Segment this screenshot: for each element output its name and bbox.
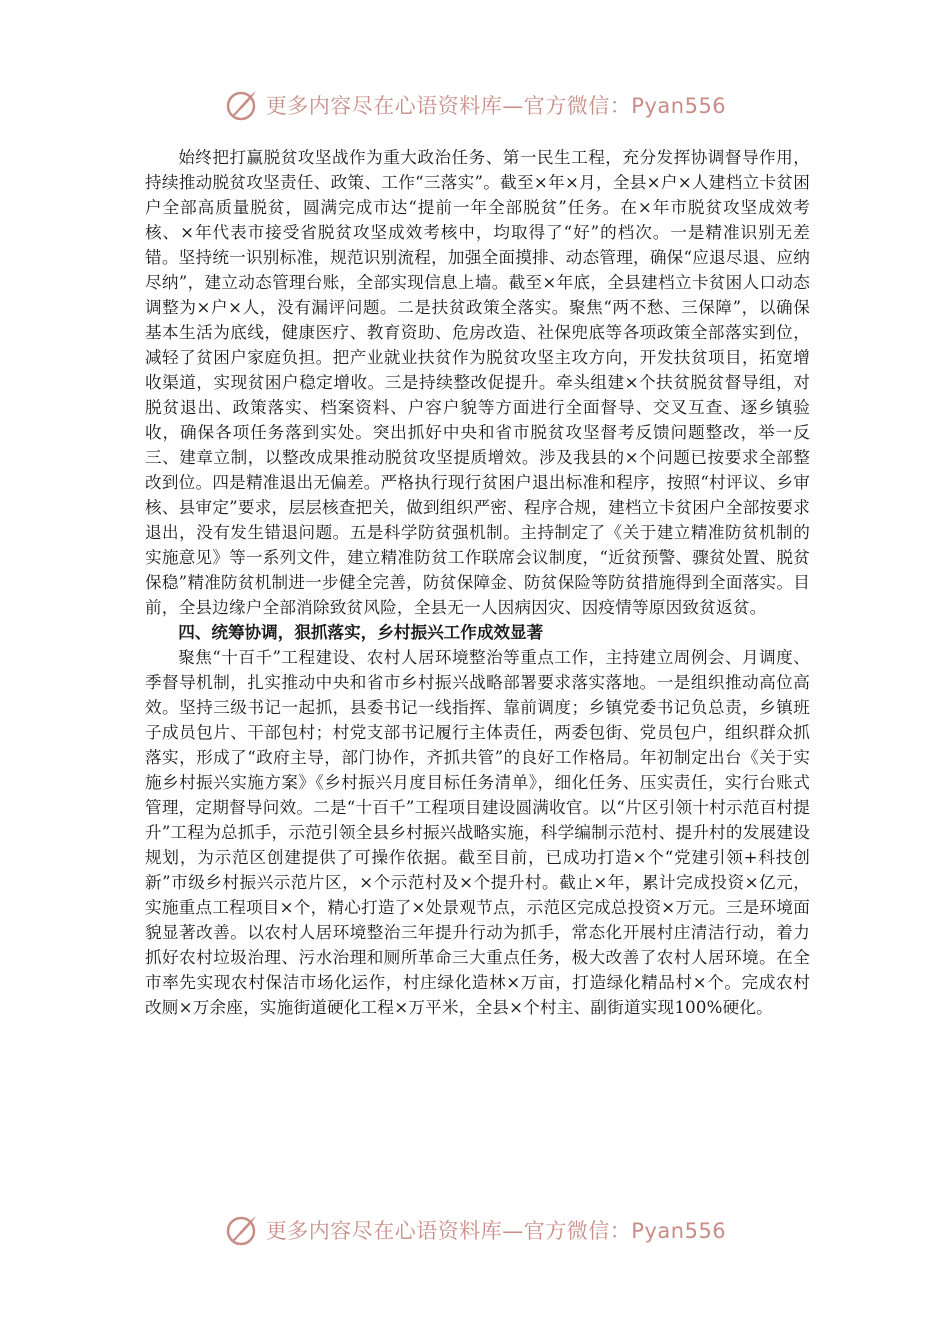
document-body xyxy=(145,145,810,1020)
header-watermark-banner xyxy=(0,85,950,125)
body-paragraph: 始终把打赢脱贫攻坚战作为重大政治任务、第一民生工程，充分发挥协调督导作用，持续推动脱贫攻坚责任、政策、工作“三落实”。截至×年×月，全县×户×人建档立卡贫困户全部高质量脱贫，圆满完成市达“提前一年全部脱贫”任务。在×年市脱贫攻坚成效考核、×年代表市接受省脱贫攻坚成效考核中，均取得了“好”的档次。一是精准识别无差错。坚持统一识别标准，规范识别流程，加强全面摸排、动态管理，确保“应退尽退、应纳尽纳”，建立动态管理台账，全部实现信息上墙。截至×年底，全县建档立卡贫困人口动态调整为×户×人，没有漏评问题。二是扶贫政策全落实。聚焦“两不愁、三保障”，以确保基本生活为底线，健康医疗、教育资助、危房改造、社保兜底等各项政策全部落实到位，减轻了贫困户家庭负担。把产业就业扶贫作为脱贫攻坚主攻方向，开发扶贫项目，拓宽增收渠道，实现贫困户稳定增收。三是持续整改促提升。牵头组建×个扶贫脱贫督导组，对脱贫退出、政策落实、档案资料、户容户貌等方面进行全面督导、交叉互查、逐乡镇验收，确保各项任务落到实处。突出抓好中央和省市脱贫攻坚督考反馈问题整改，举一反三、建章立制，以整改成果推动脱贫攻坚提质增效。涉及我县的×个问题已按要求全部整改到位。四是精准退出无偏差。严格执行现行贫困户退出标准和程序，按照“村评议、乡审核、县审定”要求，层层核查把关，做到组织严密、程序合规，建档立卡贫困户全部按要求退出，没有发生错退问题。五是科学防贫强机制。主持制定了《关于建立精准防贫机制的实施意见》等一系列文件，建立精准防贫工作联席会议制度，“近贫预警、骤贫处置、脱贫保稳”精准防贫机制进一步健全完善，防贫保障金、防贫保险等防贫措施得到全面落实。目前，全县边缘户全部消除致贫风险，全县无一人因病因灾、因疫情等原因致贫返贫。 xyxy=(145,148,810,617)
watermark-text: 更多内容尽在心语资料库—官方微信：Pyan556 xyxy=(265,1219,727,1243)
footer-watermark-banner xyxy=(0,1210,950,1250)
quill-pen-logo-icon xyxy=(224,87,260,123)
body-paragraph: 聚焦“十百千”工程建设、农村人居环境整治等重点工作，主持建立周例会、月调度、季督导机制，扎实推动中央和省市乡村振兴战略部署要求落实落地。一是组织推动高位高效。坚持三级书记一起抓，县委书记一线指挥、靠前调度；乡镇党委书记负总责，乡镇班子成员包片、干部包村；村党支部书记履行主体责任，两委包街、党员包户，组织群众抓落实，形成了“政府主导，部门协作，齐抓共管”的良好工作格局。年初制定出台《关于实施乡村振兴实施方案》《乡村振兴月度目标任务清单》，细化任务、压实责任，实行台账式管理，定期督导问效。二是“十百千”工程项目建设圆满收官。以“片区引领十村示范百村提升”工程为总抓手，示范引领全县乡村振兴战略实施，科学编制示范村、提升村的发展建设规划，为示范区创建提供了可操作依据。截至目前，已成功打造×个“党建引领+科技创新”市级乡村振兴示范片区，×个示范村及×个提升村。截止×年，累计完成投资×亿元，实施重点工程项目×个，精心打造了×处景观节点，示范区完成总投资×万元。三是环境面貌显著改善。以农村人居环境整治三年提升行动为抓手，常态化开展村庄清洁行动，着力抓好农村垃圾治理、污水治理和厕所革命三大重点任务，极大改善了农村人居环境。在全市率先实现农村保洁市场化运作，村庄绿化造林×万亩，打造绿化精品村×个。完成农村改厕×万余座，实施街道硬化工程×万平米，全县×个村主、副街道实现100%硬化。 xyxy=(145,648,810,1017)
watermark-text: 更多内容尽在心语资料库—官方微信：Pyan556 xyxy=(265,94,727,118)
section-heading: 四、统筹协调，狠抓落实，乡村振兴工作成效显著 xyxy=(178,623,544,642)
quill-pen-logo-icon xyxy=(224,1212,260,1248)
